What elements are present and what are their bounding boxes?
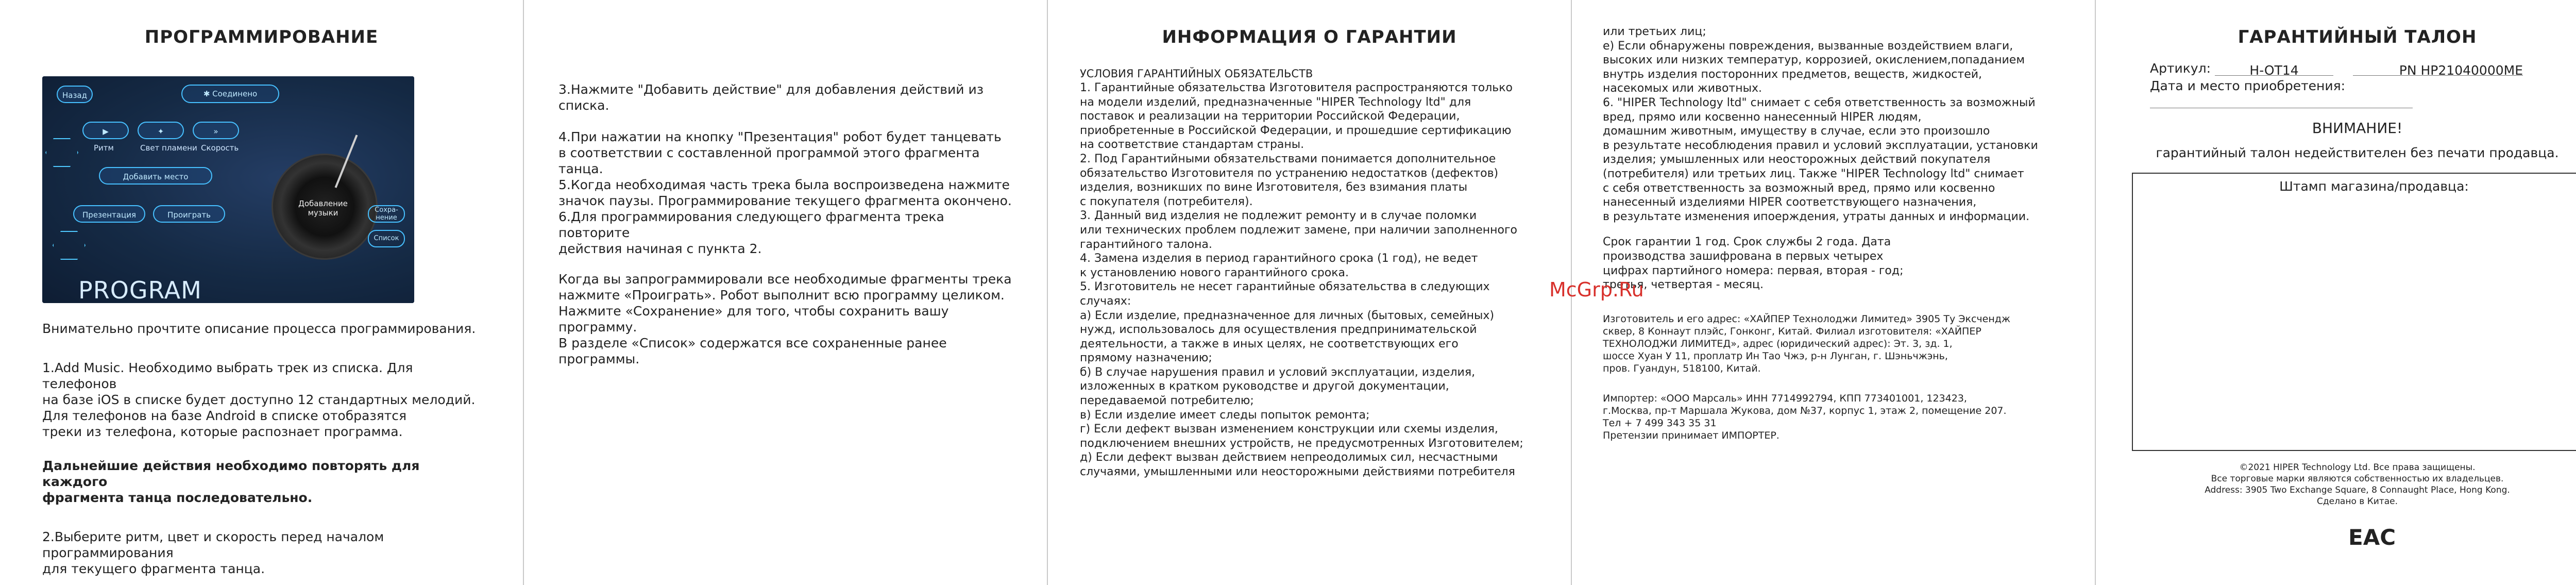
warranty-continued	[1603, 25, 2082, 442]
speed-label: Скорость	[201, 143, 239, 153]
color-label: Свет пламени	[140, 143, 197, 153]
step-2-text: 2.Выберите ритм, цвет и скорость перед началом программирования для текущего фрагмента танца.	[42, 529, 384, 576]
warranty-card-title: ГАРАНТИЙНЫЙ ТАЛОН	[2238, 27, 2477, 47]
back-button: Назад	[57, 86, 93, 103]
copyright-footer: ©2021 HIPER Technology Ltd. Все права защищены. Все торговые марки являются собственностью их владельцев. Address: 3905 Two Exchange Square, 8 Connaught Place, Hong Kong. Сделано в Китае.	[2205, 462, 2510, 507]
add-action-button: Добавить место	[99, 167, 212, 185]
watermark: McGrp.Ru	[1549, 278, 1644, 301]
list-button: Список	[368, 230, 405, 247]
stamp-label: Штамп магазина/продавца:	[2279, 179, 2469, 194]
date-row	[2150, 78, 2576, 108]
speed-button: »	[193, 122, 239, 139]
add-music-label: Добавление музыки	[298, 199, 348, 218]
rhythm-button: ▶	[82, 122, 129, 139]
eac-mark-icon: EAC	[2348, 525, 2396, 550]
pn-value: PN HP21040000ME	[2353, 63, 2523, 76]
play-button: Проиграть	[153, 205, 225, 223]
step-5-text: 5.Когда необходимая часть трека была воспроизведена нажмите значок паузы. Программирование текущего фрагмента окончено.	[558, 177, 1012, 208]
terms-text: 1. Гарантийные обязательства Изготовителя распространяются только на модели изделий, предназначенные "HIPER Technology ltd" для поставок и реализации на территории Российской Федерации, приобретенные в Российской Федерации, и прошедшие сертификацию на соответствие стандартам страны. 2. Под Гарантийными обязательствами понимается дополнительное обязательство Изготовителя по устранению недостатков (дефектов) изделия, возникших по вине Изготовителя, без взимания платы с покупателя (потребителя). 3. Данный вид изделия не подлежит ремонту и в случае поломки или технических проблем подлежит замене, при наличии заполненного гарантийного талона. 4. Замена изделия в период гарантийного срока (1 год), не ведет к установлению нового гарантийного срока. 5. Изготовитель не несет гарантийные обязательства в следующих случаях: а) Если изделие, предназначенное для личных (бытовых, семейных) нужд, использовалось для осуществления предпринимательской деятельности, а также в иных целях, не соответствующих его прямому назначению; б) В случае нарушения правил и условий эксплуатации, изделия, изложенных в кратком руководстве и другой документации, передаваемой потребителю; в) Если изделие имеет следы попыток ремонта; г) Если дефект вызван изменением конструкции или схемы изделия, подключением внешних устройств, не предусмотренных Изготовителем; д) Если дефект вызван действием непреодолимых сил, несчастными случаями, умышленными или неосторожными действиями потребителя	[1080, 81, 1523, 479]
panel-programming	[0, 0, 523, 585]
connection-status	[181, 85, 279, 103]
save-button: Сохра-нение	[368, 205, 405, 223]
terms-continued: или третьих лиц; е) Если обнаружены повреждения, вызванные воздействием влаги, высоких или низких температур, коррозией, окислением,попаданием внутрь изделия посторонних предметов, веществ, жидкостей, насекомых или животных. 6. "HIPER Technology ltd" снимает с себя ответственность за возможный вред, прямо или косвенно нанесенный HIPER людям, домашним животным, имуществу в случае, если это произошло в результате несоблюдения правил и условий эксплуатации, установки изделия; умышленных или неосторожных действий покупателя (потребителя) или третьих лиц. Также "HIPER Technology ltd" снимает с себя ответственность за возможный вред, прямо или косвенно нанесенный изделиями HIPER соответствующего назначения, в результате изменения ипоерждения, утраты данных и информации.	[1603, 25, 2038, 223]
step-4-text: 4.При нажатии на кнопку "Презентация" робот будет танцевать в соответствии с составленной программой этого фрагмента танца.	[558, 129, 1002, 176]
date-label: Дата и место приобретения:	[2150, 78, 2346, 93]
terms-heading: УСЛОВИЯ ГАРАНТИЙНЫХ ОБЯЗАТЕЛЬСТВ	[1080, 68, 1313, 80]
warranty-terms	[1080, 67, 1554, 479]
programming-instructions	[42, 321, 485, 577]
rhythm-label: Ритм	[94, 143, 114, 153]
panel-warranty-continued	[1572, 0, 2095, 585]
panel-programming-steps	[524, 0, 1047, 585]
warning-text: гарантийный талон недействителен без печати продавца.	[2156, 145, 2559, 160]
article-row	[2150, 61, 2576, 76]
step-1-text: 1.Add Music. Необходимо выбрать трек из списка. Для телефонов на базе iOS в списке будет доступно 12 стандартных мелодий. Для телефонов на базе Android в списке отобразятся треки из телефона, которые распознает программа.	[42, 360, 476, 439]
program-label: PROGRAM	[78, 276, 202, 303]
importer-text: Импортер: «ООО Марсаль» ИНН 7714992794, КПП 773401001, 123423, г.Москва, пр-т Маршала Жукова, дом №37, корпус 1, этаж 2, помещение 207. Тел + 7 499 343 35 31 Претензии принимает ИМПОРТЕР.	[1603, 392, 2007, 441]
repeat-note: Дальнейшие действия необходимо повторять для каждого фрагмента танца последовательно.	[42, 458, 420, 505]
programming-steps	[558, 81, 1017, 367]
final-instructions: Когда вы запрограммировали все необходимые фрагменты трека нажмите «Проиграть». Робот выполнит всю программу целиком. Нажмите «Сохранение» для того, чтобы сохранить вашу программу. В разделе «Список» содержатся все сохраненные ранее программы.	[558, 272, 1012, 366]
bluetooth-icon: ✱	[203, 89, 213, 98]
panel-warranty-info	[1048, 0, 1571, 585]
presentation-button: Презентация	[73, 205, 145, 223]
date-field	[2150, 95, 2413, 108]
intro-text: Внимательно прочтите описание процесса программирования.	[42, 321, 476, 336]
programming-title: ПРОГРАММИРОВАНИЕ	[144, 27, 379, 47]
article-label: Артикул:	[2150, 61, 2211, 76]
warranty-info-title: ИНФОРМАЦИЯ О ГАРАНТИИ	[1162, 27, 1457, 47]
app-screenshot	[42, 76, 414, 303]
manufacturer-text: Изготовитель и его адрес: «ХАЙПЕР Технолоджи Лимитед» 3905 Ту Эксчендж сквер, 8 Коннаут плэйс, Гонконг, Китай. Филиал изготовителя: «ХАЙПЕР ТЕХНОЛОДЖИ ЛИМИТЕД», адрес (юридический адрес): Эт. 3, зд. 1, шоссе Хуан У 11, проплатр Ин Тао Чжэ, р-н Лунган, г. Шэньчжэнь, пров. Гуандун, 518100, Китай.	[1603, 313, 2011, 374]
color-button: ✦	[138, 122, 184, 139]
panel-warranty-card	[2096, 0, 2576, 585]
stamp-box	[2132, 173, 2576, 451]
connection-label: Соединено	[212, 89, 258, 98]
warning-title: ВНИМАНИЕ!	[2312, 120, 2403, 137]
warranty-period-text: Срок гарантии 1 год. Срок службы 2 года. Дата производства зашифрована в первых четырех цифрах партийного номера: первая, вторая - год; третья, четвертая - месяц.	[1603, 236, 1904, 292]
step-3-text: 3.Нажмите "Добавить действие" для добавления действий из списка.	[558, 82, 984, 113]
article-value: H-OT14	[2215, 63, 2333, 76]
step-6-text: 6.Для программирования следующего фрагмента трека повторите действия начиная с пункта 2.	[558, 209, 944, 256]
